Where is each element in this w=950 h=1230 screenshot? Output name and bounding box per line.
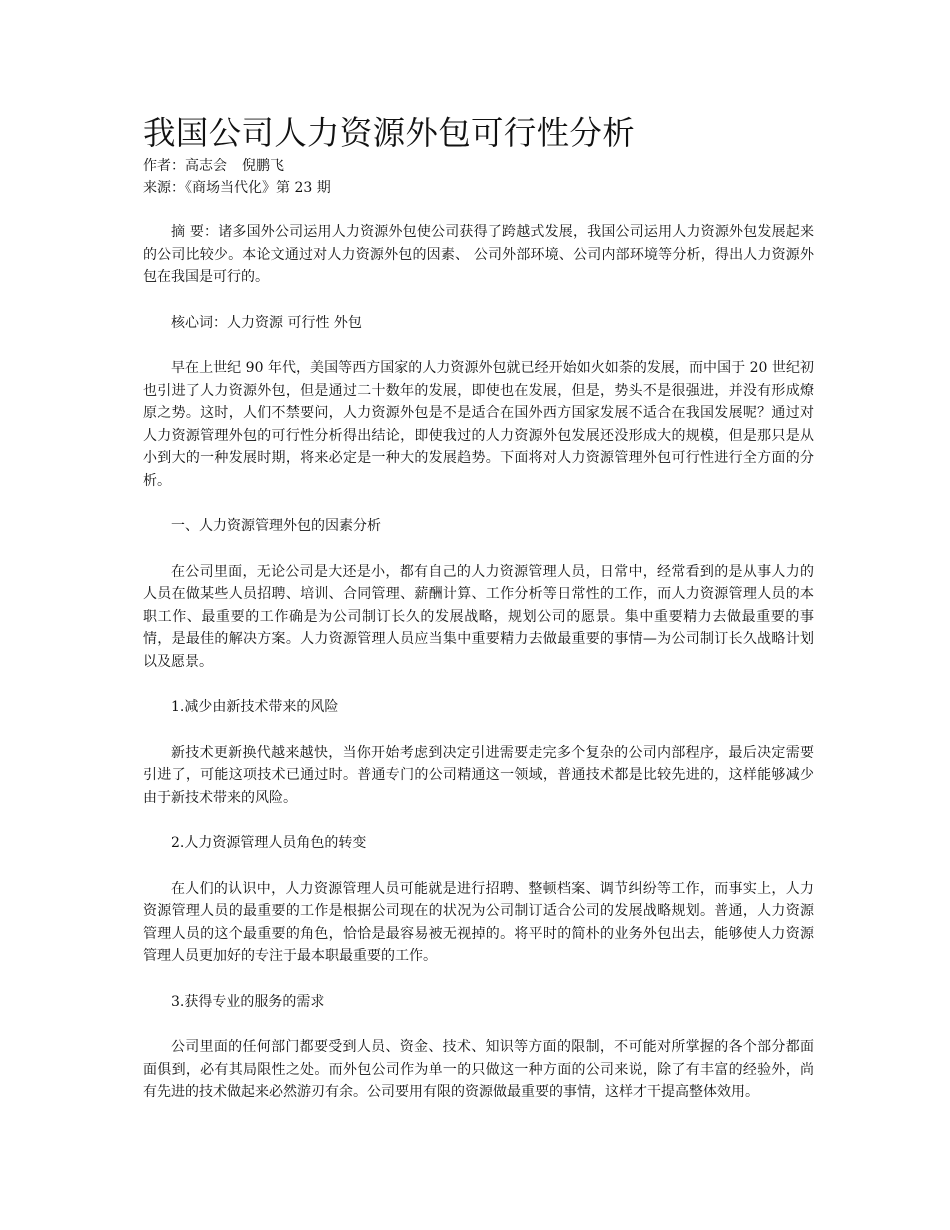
body-paragraph: 公司里面的任何部门都要受到人员、资金、技术、知识等方面的限制，不可能对所掌握的各个部分都面面俱到，必有其局限性之处。而外包公司作为单一的只做这一种方面的公司来说，除了有丰富的经验外，尚有先进的技术做起来必然游刃有余。公司要用有限的资源做最重要的事情，这样才干提高整体效用。 <box>143 1039 814 1100</box>
author-name: 高志会 <box>185 158 227 174</box>
source-line <box>143 177 814 199</box>
section-heading: 一、人力资源管理外包的因素分析 <box>171 518 381 534</box>
author-line <box>143 155 814 177</box>
source-label: 来源： <box>143 180 185 196</box>
body-paragraph: 早在上世纪 90 年代，美国等西方国家的人力资源外包就已经开始如火如荼的发展，而中国于 20 世纪初也引进了人力资源外包，但是通过二十数年的发展，即使也在发展，但是，势头不是很强进，并没有形成燎原之势。这时，人们不禁要问，人力资源外包是不是适合在国外西方国家发展不适合在我国发展呢？通过对人力资源管理外包的可行性分析得出结论，即使我过的人力资源外包发展还没形成大的规模，但是那只是从小到大的一种发展时期，将来必定是一种大的发展趋势。下面将对人力资源管理外包可行性进行全方面的分析。 <box>143 360 814 489</box>
author-label: 作者： <box>143 158 185 174</box>
document-title: 我国公司人力资源外包可行性分析 <box>143 114 636 152</box>
author-name: 倪鹏飞 <box>242 158 284 174</box>
subsection-heading: 1.减少由新技术带来的风险 <box>171 699 339 715</box>
keywords-line: 核心词：人力资源 可行性 外包 <box>171 314 362 331</box>
abstract-paragraph: 摘 要：诸多国外公司运用人力资源外包使公司获得了跨越式发展，我国公司运用人力资源外包发展起来的公司比较少。本论文通过对人力资源外包的因素、 公司外部环境、公司内部环境等分析，得出人力资源外包在我国是可行的。 <box>143 224 814 285</box>
document-page <box>143 112 814 1104</box>
source-value: 《商场当代化》第 23 期 <box>185 180 331 196</box>
body-paragraph: 在人们的认识中，人力资源管理人员可能就是进行招聘、整顿档案、调节纠纷等工作，而事实上，人力资源管理人员的最重要的工作是根据公司现在的状况为公司制订适合公司的发展战略规划。普通，人力资源管理人员的这个最重要的角色，恰恰是最容易被无视掉的。将平时的简朴的业务外包出去，能够使人力资源管理人员更加好的专注于最本职最重要的工作。 <box>143 880 814 964</box>
body-paragraph: 新技术更新换代越来越快，当你开始考虑到决定引进需要走完多个复杂的公司内部程序，最后决定需要引进了，可能这项技术已通过时。普通专门的公司精通这一领域，普通技术都是比较先进的，这样能够减少由于新技术带来的风险。 <box>143 744 814 806</box>
subsection-heading: 2.人力资源管理人员角色的转变 <box>171 835 367 851</box>
subsection-heading: 3.获得专业的服务的需求 <box>171 993 325 1010</box>
body-paragraph: 在公司里面，无论公司是大还是小，都有自己的人力资源管理人员，日常中，经常看到的是从事人力的人员在做某些人员招聘、培训、合同管理、薪酬计算、工作分析等日常性的工作，而人力资源管理人员的本职工作、最重要的工作确是为公司制订长久的发展战略，规划公司的愿景。集中重要精力去做最重要的事情，是最佳的解决方案。人力资源管理人员应当集中重要精力去做最重要的事情—为公司制订长久战略计划以及愿景。 <box>143 563 814 670</box>
